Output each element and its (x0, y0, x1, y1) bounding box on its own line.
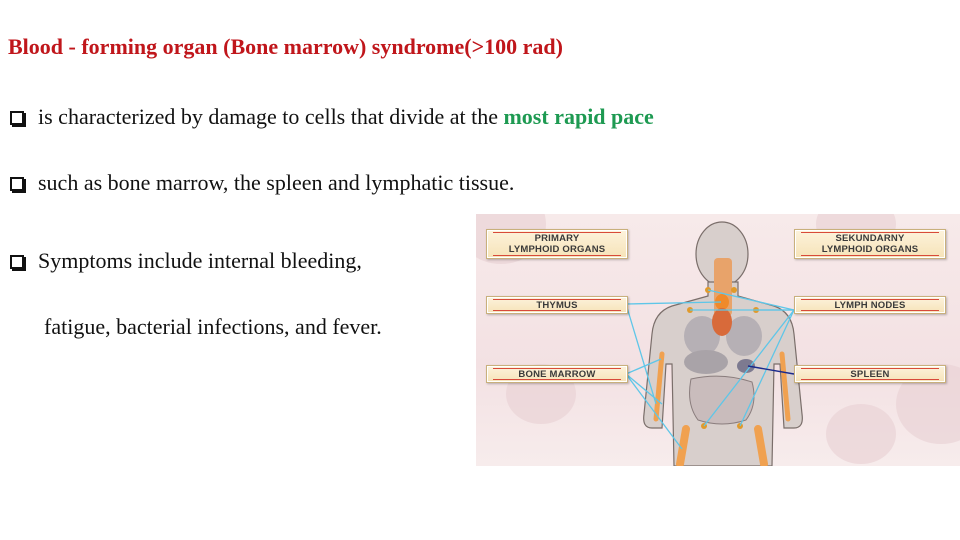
label-secondary-lymphoid-organs: SEKUNDARNY LYMPHOID ORGANS (794, 229, 946, 259)
bullet-text: such as bone marrow, the spleen and lymphatic tissue. (38, 170, 515, 195)
slide-title: Blood - forming organ (Bone marrow) syndrome(>100 rad) (8, 34, 563, 59)
label-primary-lymphoid-organs: PRIMARY LYMPHOID ORGANS (486, 229, 628, 259)
bullet-continuation: fatigue, bacterial infections, and fever. (44, 314, 382, 339)
label-spleen: SPLEEN (794, 365, 946, 383)
checkbox-bullet-icon (10, 177, 24, 191)
label-lymph-nodes: LYMPH NODES (794, 296, 946, 314)
bullet-item (10, 248, 362, 274)
lymphoid-organs-figure (476, 214, 960, 466)
highlight-text: most rapid pace (503, 104, 654, 129)
checkbox-bullet-icon (10, 111, 24, 125)
bullet-text: is characterized by damage to cells that divide at the most rapid pace (38, 104, 654, 129)
bullet-item (10, 104, 654, 130)
checkbox-bullet-icon (10, 255, 24, 269)
label-bone-marrow: BONE MARROW (486, 365, 628, 383)
bullet-text: Symptoms include internal bleeding, (38, 248, 362, 273)
bullet-item (10, 170, 514, 196)
label-thymus: THYMUS (486, 296, 628, 314)
